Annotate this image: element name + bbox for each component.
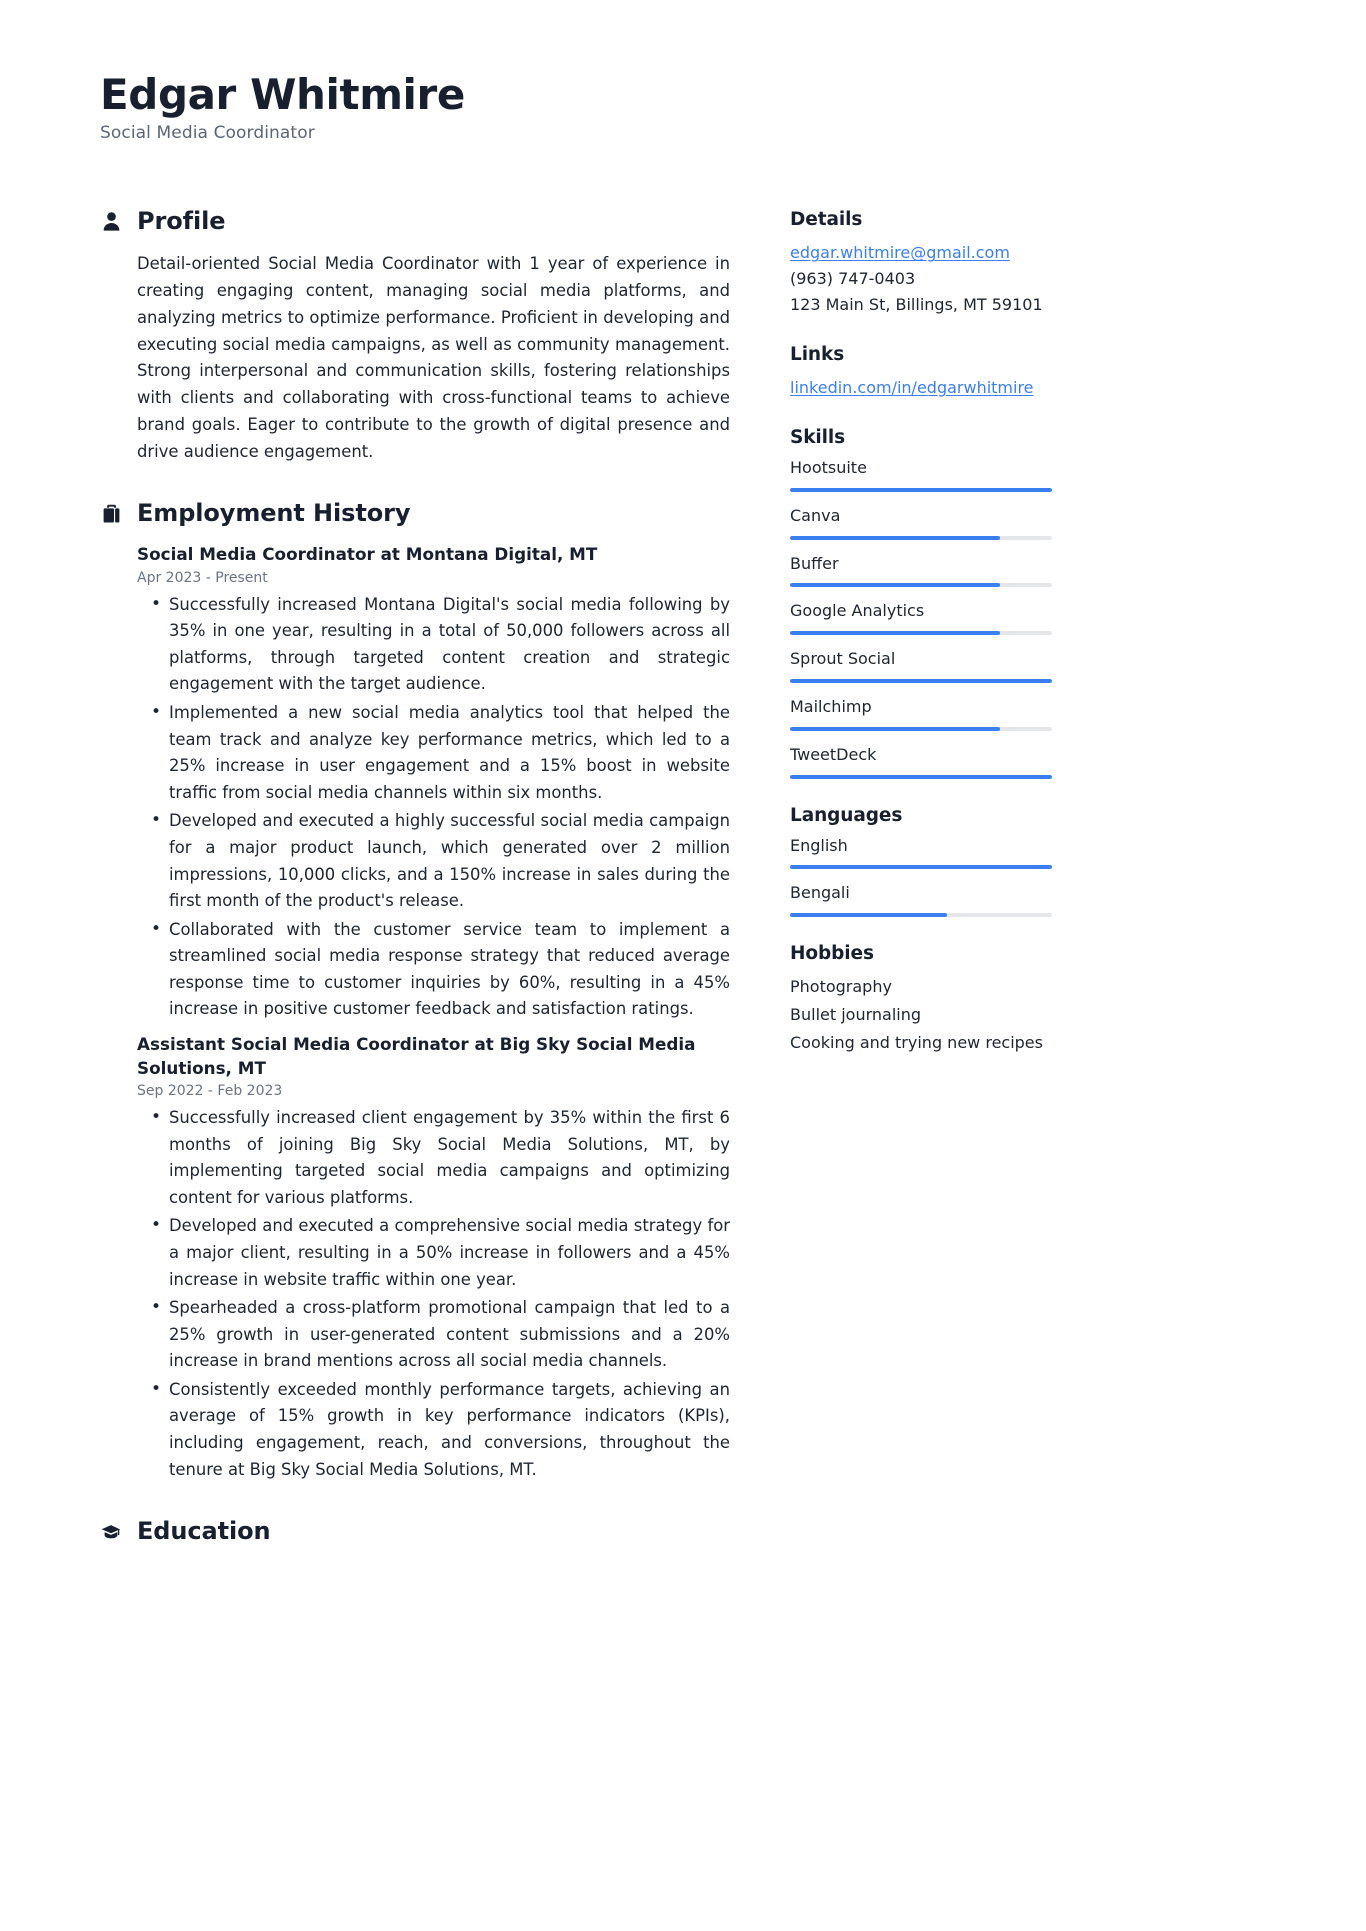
linkedin-link[interactable]: linkedin.com/in/edgarwhitmire bbox=[790, 378, 1034, 398]
resume-header bbox=[100, 72, 1304, 143]
language-meter-track bbox=[790, 913, 1052, 917]
job-bullet: • Consistently exceeded monthly performance targets, achieving an average of 15% growth in key performance indicators (KPIs), including engagement, reach, and conversions, throughout the tenure at Big Sky Social Media Solutions, MT. bbox=[137, 1377, 730, 1483]
language-label: Bengali bbox=[790, 883, 850, 903]
employment-section bbox=[100, 499, 730, 1483]
skill-meter-fill bbox=[790, 775, 1052, 779]
skill-meter-track bbox=[790, 727, 1052, 731]
skill-meter-track bbox=[790, 775, 1052, 779]
job-bullet: • Developed and executed a comprehensive social media strategy for a major client, resulting in a 50% increase in followers and a 45% increase in website traffic within one year. bbox=[137, 1213, 730, 1293]
languages-title: Languages bbox=[790, 804, 903, 826]
main-column bbox=[100, 207, 730, 1579]
employment-section-header bbox=[100, 499, 730, 527]
skill-item bbox=[790, 649, 1060, 683]
education-section-title: Education bbox=[137, 1517, 271, 1546]
job-bullet: • Successfully increased Montana Digital's social media following by 35% in one year, resulting in a total of 50,000 followers across all platforms, through targeted content creation and strategic engagement with the target audience. bbox=[137, 592, 730, 698]
sidebar-column bbox=[790, 207, 1060, 1082]
profile-section bbox=[100, 207, 730, 465]
skill-meter-track bbox=[790, 679, 1052, 683]
hobbies-block bbox=[790, 943, 1060, 1056]
skill-item bbox=[790, 458, 1060, 492]
skill-label: Mailchimp bbox=[790, 696, 872, 716]
details-title: Details bbox=[790, 209, 863, 231]
address-text: 123 Main St, Billings, MT 59101 bbox=[790, 295, 1043, 315]
languages-block bbox=[790, 805, 1060, 918]
phone-text: (963) 747-0403 bbox=[790, 269, 916, 289]
resume-body bbox=[100, 207, 1304, 1579]
details-block bbox=[790, 209, 1060, 318]
language-label: English bbox=[790, 835, 848, 855]
language-item bbox=[790, 836, 1060, 870]
job-bullet: • Implemented a new social media analytics tool that helped the team track and analyze key performance metrics, which led to a 25% increase in user engagement and a 15% boost in website traffic from social media channels within six months. bbox=[137, 700, 730, 806]
skill-meter-track bbox=[790, 631, 1052, 635]
skill-meter-track bbox=[790, 536, 1052, 540]
language-meter-track bbox=[790, 865, 1052, 869]
profile-section-title: Profile bbox=[137, 207, 226, 236]
skill-label: Buffer bbox=[790, 553, 839, 573]
skill-item bbox=[790, 697, 1060, 731]
hobby-item: Cooking and trying new recipes bbox=[790, 1032, 1043, 1052]
language-meter-fill bbox=[790, 913, 947, 917]
skill-item bbox=[790, 506, 1060, 540]
job-dates: Sep 2022 - Feb 2023 bbox=[137, 1083, 283, 1100]
links-title: Links bbox=[790, 344, 845, 366]
employment-section-body bbox=[100, 543, 730, 1483]
hobby-item: Bullet journaling bbox=[790, 1005, 922, 1025]
skill-label: Google Analytics bbox=[790, 601, 925, 621]
job-bullet-list bbox=[137, 592, 730, 1023]
email-link[interactable]: edgar.whitmire@gmail.com bbox=[790, 243, 1010, 263]
skill-label: TweetDeck bbox=[790, 744, 877, 764]
employment-section-title: Employment History bbox=[137, 499, 411, 528]
job-entry bbox=[137, 1033, 730, 1483]
skill-meter-track bbox=[790, 488, 1052, 492]
job-title: Social Media Coordinator at Montana Digital, MT bbox=[137, 544, 598, 565]
job-bullet: • Collaborated with the customer service team to implement a streamlined social media response strategy that reduced average response time to customer inquiries by 60%, resulting in a 45% increase in positive customer feedback and satisfaction ratings. bbox=[137, 917, 730, 1023]
briefcase-icon bbox=[100, 501, 122, 525]
skill-meter-fill bbox=[790, 679, 1052, 683]
job-entry bbox=[137, 543, 730, 1023]
hobby-item: Photography bbox=[790, 977, 892, 997]
graduation-cap-icon bbox=[100, 1519, 122, 1543]
skill-label: Sprout Social bbox=[790, 649, 896, 669]
profile-text: Detail-oriented Social Media Coordinator with 1 year of experience in creating engaging content, managing social media platforms, and analyzing metrics to optimize performance. Proficient in developing and executing social media campaigns, as well as community management. Strong interpersonal and communication skills, fostering relationships with clients and collaborating with cross-functional teams to achieve brand goals. Eager to contribute to the growth of digital presence and drive audience engagement. bbox=[137, 254, 730, 461]
skill-label: Hootsuite bbox=[790, 457, 867, 477]
skill-meter-fill bbox=[790, 536, 1000, 540]
profile-section-body bbox=[100, 251, 730, 465]
profile-section-header bbox=[100, 207, 730, 235]
job-bullet: • Spearheaded a cross-platform promotional campaign that led to a 25% growth in user-generated content submissions and a 20% increase in brand mentions across all social media channels. bbox=[137, 1295, 730, 1375]
job-bullet: • Successfully increased client engagement by 35% within the first 6 months of joining Big Sky Social Media Solutions, MT, by implementing targeted social media campaigns and optimizing content for various platforms. bbox=[137, 1105, 730, 1211]
skill-meter-fill bbox=[790, 488, 1052, 492]
person-icon bbox=[100, 209, 122, 233]
skill-label: Canva bbox=[790, 505, 841, 525]
language-item bbox=[790, 883, 1060, 917]
links-block bbox=[790, 344, 1060, 401]
education-section-header bbox=[100, 1517, 730, 1545]
skill-meter-fill bbox=[790, 727, 1000, 731]
hobbies-title: Hobbies bbox=[790, 943, 874, 965]
skill-meter-fill bbox=[790, 583, 1000, 587]
job-title: Assistant Social Media Coordinator at Big Sky Social Media Solutions, MT bbox=[137, 1034, 696, 1078]
education-section bbox=[100, 1517, 730, 1545]
skill-meter-fill bbox=[790, 631, 1000, 635]
skill-item bbox=[790, 745, 1060, 779]
skills-block bbox=[790, 427, 1060, 779]
skills-title: Skills bbox=[790, 426, 846, 448]
skill-meter-track bbox=[790, 583, 1052, 587]
skill-item bbox=[790, 601, 1060, 635]
candidate-job-title: Social Media Coordinator bbox=[100, 123, 315, 144]
job-bullet-list bbox=[137, 1105, 730, 1483]
skill-item bbox=[790, 554, 1060, 588]
job-bullet: • Developed and executed a highly successful social media campaign for a major product launch, which generated over 2 million impressions, 10,000 clicks, and a 150% increase in sales during the first month of the product's release. bbox=[137, 808, 730, 914]
job-dates: Apr 2023 - Present bbox=[137, 569, 268, 586]
candidate-name: Edgar Whitmire bbox=[100, 70, 465, 119]
language-meter-fill bbox=[790, 865, 1052, 869]
